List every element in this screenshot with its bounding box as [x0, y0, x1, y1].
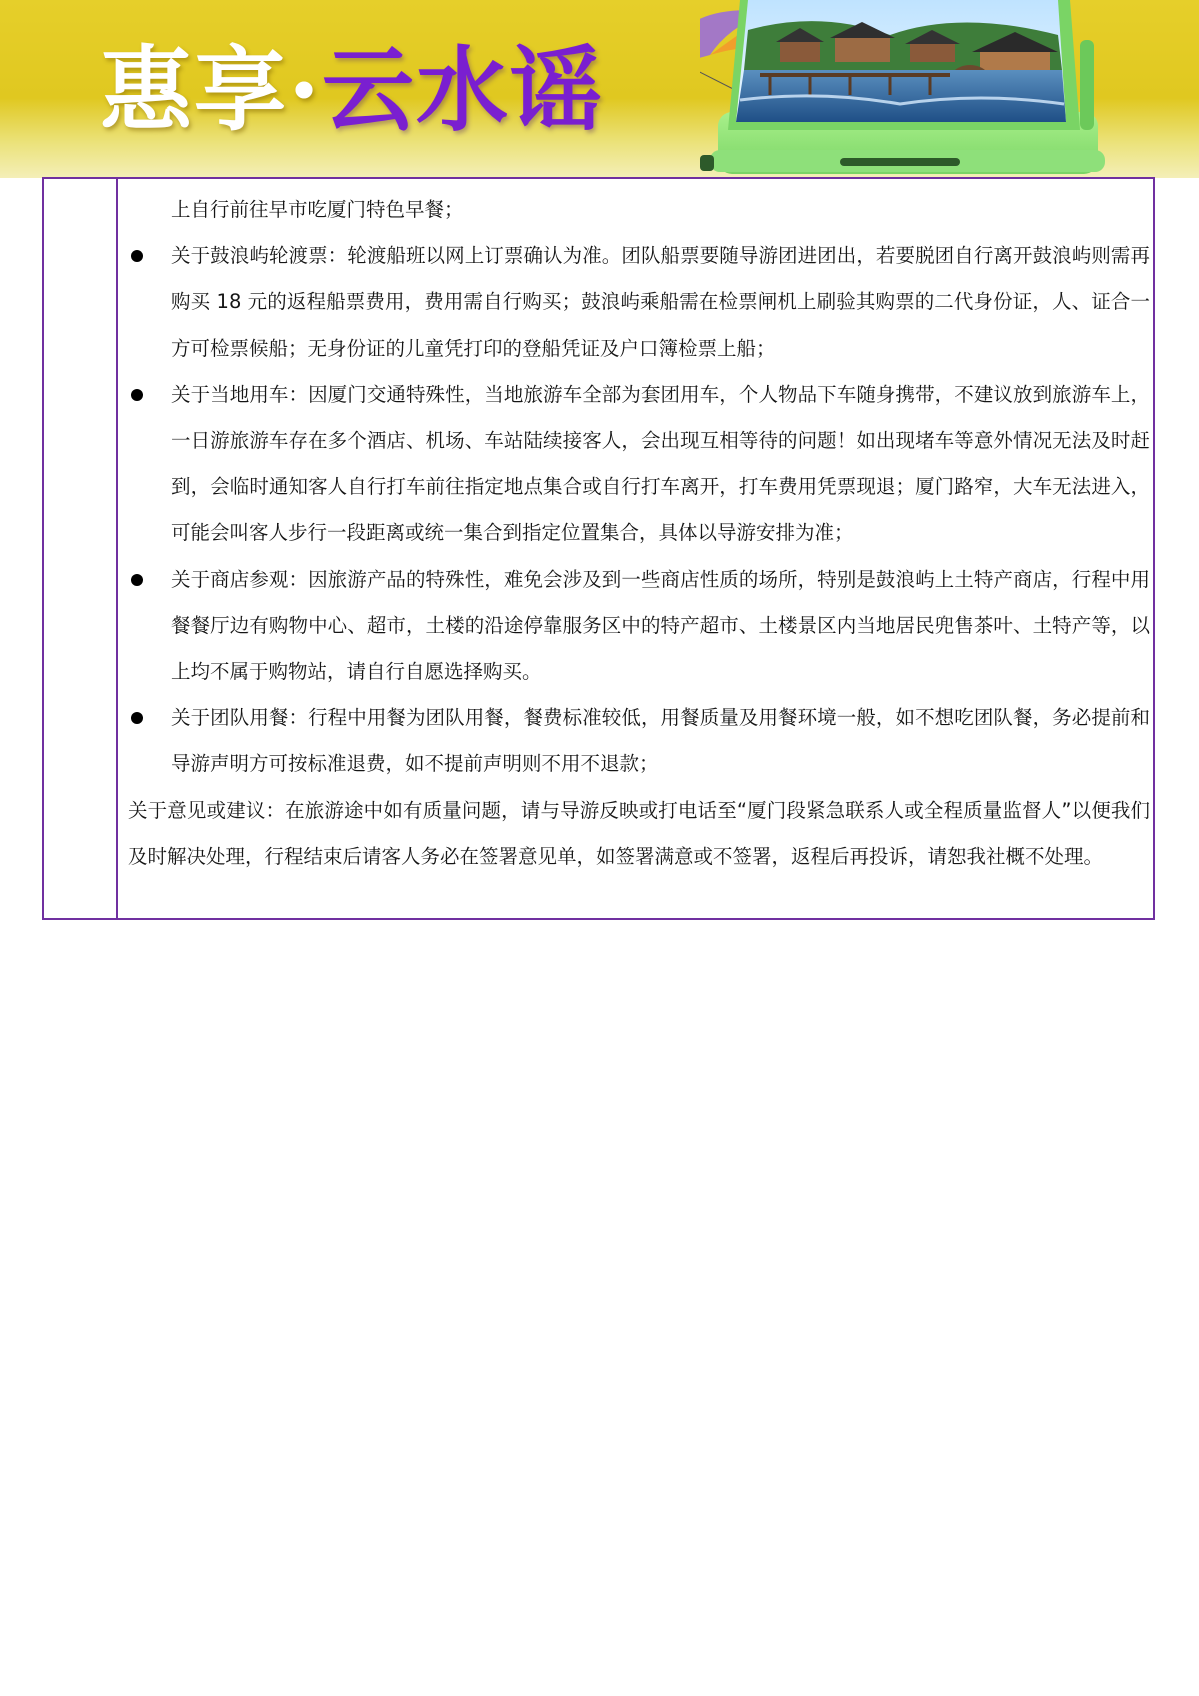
- note-ferry-ticket: [128, 233, 1150, 372]
- banner-title-part1: 惠享·: [100, 36, 323, 144]
- note-shop-visit: [128, 557, 1150, 696]
- notes-content: [128, 187, 1150, 880]
- bullet-icon: [131, 250, 143, 262]
- banner-title: [100, 30, 604, 150]
- banner-title-part2: 云水谣: [322, 36, 605, 144]
- note-text: 关于商店参观：因旅游产品的特殊性，难免会涉及到一些商店性质的场所，特别是鼓浪屿上土特产商店，行程中用餐餐厅边有购物中心、超市，土楼的沿途停靠服务区中的特产超市、土楼景区内当地居民兜售茶叶、土特产等，以上均不属于购物站，请自行自愿选择购买。: [171, 567, 1150, 684]
- note-local-vehicle: [128, 372, 1150, 557]
- continuation-line: 上自行前往早市吃厦门特色早餐；: [171, 198, 464, 221]
- note-text: 关于当地用车：因厦门交通特殊性，当地旅游车全部为套团用车，个人物品下车随身携带，不建议放到旅游车上，一日游旅游车存在多个酒店、机场、车站陆续接客人，会出现互相等待的问题！如出现堵车等意外情况无法及时赶到，会临时通知客人自行打车前往指定地点集合或自行打车离开，打车费用凭票现退；厦门路窄，大车无法进入，可能会叫客人步行一段距离或统一集合到指定位置集合，具体以导游安排为准；: [171, 382, 1150, 545]
- note-text: 关于团队用餐：行程中用餐为团队用餐，餐费标准较低，用餐质量及用餐环境一般，如不想吃团队餐，务必提前和导游声明方可按标准退费，如不提前声明则不用不退款；: [171, 706, 1150, 776]
- note-text: 关于鼓浪屿轮渡票：轮渡船班以网上订票确认为准。团队船票要随导游团进团出，若要脱团自行离开鼓浪屿则需再购买 18 元的返程船票费用，费用需自行购买；鼓浪屿乘船需在检票闸机上刷验其购票的二代身份证，人、证合一方可检票候船；无身份证的儿童凭打印的登船凭证及户口簿检票上船；: [171, 244, 1150, 360]
- bullet-icon: [131, 574, 143, 586]
- bullet-icon: [131, 712, 143, 724]
- header-banner: [0, 0, 1199, 178]
- feedback-paragraph: 关于意见或建议：在旅游途中如有质量问题，请与导游反映或打电话至“厦门段紧急联系人或全程质量监督人”以便我们及时解决处理，行程结束后请客人务必在签署意见单，如签署满意或不签署，返程后再投诉，请恕我社概不处理。: [128, 798, 1150, 868]
- note-group-meals: [128, 695, 1150, 787]
- frame-column-divider: [116, 178, 118, 920]
- bullet-icon: [131, 389, 143, 401]
- suitcase-travel-photo-icon: [700, 0, 1199, 178]
